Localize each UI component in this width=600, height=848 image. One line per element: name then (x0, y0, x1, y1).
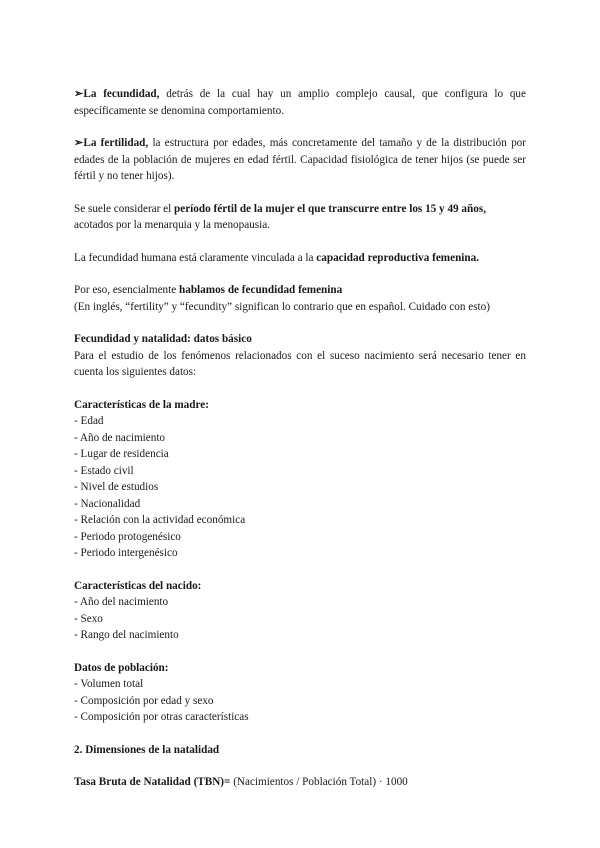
heading-caracteristicas-nacido: Características del nacido: (74, 579, 202, 592)
list-item: - Rango del nacimiento (74, 629, 179, 641)
document-body (74, 86, 526, 791)
paragraph-fecundidad (74, 86, 526, 119)
list-item: - Edad (74, 415, 104, 427)
list-item: - Nivel de estudios (74, 481, 159, 493)
list-item: - Año de nacimiento (74, 431, 166, 444)
list-item: - Lugar de residencia (74, 448, 169, 460)
list-item: - Composición por edad y sexo (74, 694, 214, 707)
arrow-bullet-icon: ➢ (74, 137, 84, 149)
term-fecundidad: La fecundidad, (83, 88, 160, 100)
formula-expression: (Nacimientos / Población Total) · 1000 (230, 776, 408, 788)
heading-caracteristicas-madre: Características de la madre: (74, 398, 209, 411)
list-caracteristicas-nacido (74, 594, 526, 644)
list-datos-poblacion (74, 676, 526, 726)
paragraph-nota-ingles: (En inglés, “fertility” y “fecundity” significan lo contrario que en español. Cuidado con esto) (74, 300, 490, 313)
paragraph-datos: Para el estudio de los fenómenos relacionados con el suceso nacimiento será necesario tener en cuenta los siguientes datos: (74, 349, 526, 378)
paragraph-text: la estructura por edades, más concretamente del tamaño y de la distribución por edades de la población de mujeres en edad fértil. Capacidad fisiológica de tener hijos (se puede ser fértil y no tener hijos). (74, 137, 527, 182)
paragraph-capacidad: La fecundidad humana está claramente vinculada a la capacidad reproductiva femenina. (74, 251, 480, 264)
list-item: - Periodo protogenésico (74, 530, 181, 543)
list-item: - Volumen total (74, 678, 144, 690)
paragraph-fertilidad (74, 135, 526, 185)
formula-tbn (74, 774, 526, 791)
list-item: - Estado civil (74, 464, 134, 477)
heading-dimensiones-natalidad: 2. Dimensiones de la natalidad (74, 743, 220, 756)
highlight-capacidad: capacidad reproductiva femenina. (316, 251, 480, 264)
highlight-periodo-fertil: período fértil de la mujer el que transcurre entre los 15 y 49 años, (174, 202, 486, 215)
paragraph-hablamos: Por eso, esencialmente hablamos de fecundidad femenina (74, 284, 343, 296)
list-item: - Periodo intergenésico (74, 547, 178, 559)
list-item: - Relación con la actividad económica (74, 514, 246, 526)
list-caracteristicas-madre (74, 413, 526, 562)
list-item: - Sexo (74, 612, 103, 625)
heading-datos-poblacion: Datos de población: (74, 661, 169, 674)
highlight-hablamos: hablamos de fecundidad femenina (179, 284, 343, 296)
formula-label: Tasa Bruta de Natalidad (TBN)= (74, 776, 231, 788)
heading-datos-basicos: Fecundidad y natalidad: datos básico (74, 333, 252, 345)
list-item: - Año del nacimiento (74, 596, 169, 608)
list-item: - Composición por otras características (74, 711, 249, 723)
term-fertilidad: La fertilidad, (83, 137, 149, 149)
paragraph-periodo-fertil: Se suele considerar el período fértil de la mujer el que transcurre entre los 15 y 49 años, acotados por la menarquia y la menopausia. (74, 202, 486, 231)
list-item: - Nacionalidad (74, 497, 141, 510)
arrow-bullet-icon: ➢ (74, 88, 84, 100)
paragraph-text: detrás de la cual hay un amplio complejo causal, que configura lo que específicamente se denomina comportamiento. (74, 88, 526, 117)
